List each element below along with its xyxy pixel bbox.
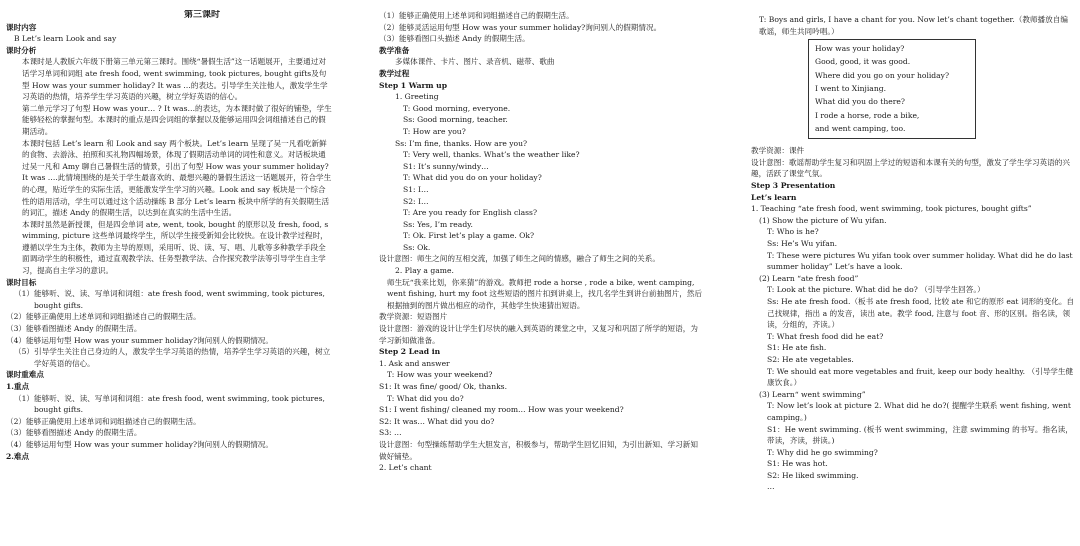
paragraph: T: Now let’s look at picture 2. What did he do?( 提醒学生联系 went fishing, went camping。) — [767, 401, 1071, 422]
paragraph: T: How are you? — [403, 126, 466, 136]
paragraph: Ss: I’m fine, thanks. How are you? — [395, 138, 528, 148]
paragraph: T: How was your weekend? — [387, 370, 493, 380]
document-column-1 — [6, 10, 332, 542]
paragraph: T: We should eat more vegetables and fruit, keep our body healthy. （引导学生健康饮食。） — [767, 366, 1074, 388]
paragraph: Ss: Good morning, teacher. — [403, 115, 508, 125]
paragraph: 课时内容 — [6, 22, 37, 32]
paragraph: 设计意图：句型操练帮助学生大胆发言，积极参与，帮助学生回忆旧知，为引出新知、学习新知做好铺垫。 — [379, 439, 698, 461]
paragraph: 教学资源：短语图片 — [379, 312, 448, 322]
paragraph: S2: It was… What did you do? — [379, 416, 495, 426]
paragraph: T: What fresh food did he eat? — [767, 331, 884, 341]
paragraph: 2. Play a game. — [395, 266, 454, 276]
paragraph: S1: It was fine/ good/ Ok, thanks. — [379, 382, 507, 391]
paragraph: 教学资源：课件 — [751, 146, 805, 156]
paragraph: S2: He ate vegetables. — [767, 354, 854, 364]
paragraph: Step 1 Warm up — [379, 80, 448, 90]
paragraph: （2）能够正确使用上述单词和词组描述自己的假期生活。 — [6, 416, 201, 426]
paragraph: S3: … — [379, 428, 402, 438]
paragraph: Ss: Ok. — [403, 242, 431, 252]
paragraph: S2: I… — [403, 196, 429, 206]
paragraph: （3）能够看图描述 Andy 的假期生活。 — [6, 428, 142, 438]
paragraph: 课时重难点 — [6, 370, 44, 380]
chant-line: Where did you go on your holiday? — [815, 70, 950, 80]
paragraph: （5）引导学生关注自己身边的人，激发学生学习英语的热情，培养学生学习英语的兴趣，树立学好英语的信心。 — [14, 347, 331, 368]
paragraph: T: Good morning, everyone. — [403, 103, 511, 113]
paragraph: Ss: He ate fresh food.（板书 ate fresh food, 比较 ate 和它的原形 eat 词形的变化。自己找规律，指出 a 的发音，读出 ate。教学 food, 注意与 foot 音、形的区别。指名读，领读，分组的，齐读。） — [767, 296, 1075, 330]
paragraph: （1）能够听、说、读、写单词和词组：ate fresh food, went swimming, took pictures, bought gifts. — [14, 393, 325, 415]
chant-line: and went camping, too. — [815, 123, 906, 133]
paragraph: 设计意图：游戏的设计让学生们尽快的融入到英语的课堂之中，又复习和巩固了所学的短语，为学习新知做准备。 — [379, 324, 698, 345]
paragraph: （3）能够看图口头描述 Andy 的假期生活。 — [379, 34, 530, 44]
paragraph: Step 2 Lead in — [379, 347, 441, 357]
paragraph: 多媒体课件、卡片、图片、录音机、磁带、歌曲 — [395, 57, 555, 67]
paragraph: (3) Learn“ went swimming” — [759, 389, 866, 399]
chant-line: Good, good, it was good. — [815, 57, 911, 67]
paragraph: T: Who is he? — [767, 227, 819, 237]
paragraph: Ss: He’s Wu yifan. — [767, 239, 838, 249]
paragraph: S1: I went fishing/ cleaned my room… How was your weekend? — [379, 405, 624, 415]
chant-line: What did you do there? — [815, 97, 905, 107]
chant-line: I went to Xinjiang. — [815, 84, 887, 94]
paragraph: 1. Teaching “ate fresh food, went swimming, took pictures, bought gifts” — [751, 204, 1032, 214]
paragraph: S2: He liked swimming. — [767, 470, 859, 480]
paragraph: （4）能够运用句型 How was your summer holiday?询问别人的假期情况。 — [6, 335, 273, 345]
paragraph: T: What did you do? — [387, 393, 464, 403]
paragraph: T: Ok. First let’s play a game. Ok? — [403, 231, 535, 241]
paragraph: 师生玩“我来比划，你来猜”的游戏。教师把 rode a horse , rode a bike, went camping, went fishing, hurt my foot 这些短语的图片扣到讲桌上，找几名学生到讲台前抽图片，然后根据抽到的图片做出相应的动作，其他学生快速猜出短语。 — [387, 277, 703, 310]
paragraph: Ss: Yes, I’m ready. — [403, 219, 473, 229]
paragraph: T: These were pictures Wu yifan took over summer holiday. What did he do last summer holiday” Let’s have a look. — [767, 250, 1073, 272]
paragraph: 1. Greeting — [395, 92, 439, 102]
paragraph: (1) Show the picture of Wu yifan. — [759, 215, 887, 225]
paragraph: T: What did you do on your holiday? — [403, 173, 542, 183]
paragraph: 本课时虽然是新授课，但是四会单词 ate, went, took, bought 的原形以及 fresh, food, swimming, picture 这些单词最终学生，所以学生接受新知会比较快。在设计教学过程时，遵循以学生为主体，教师为主导的原则，采用听、说、读、写、唱、儿歌等多种教学手段全面调动学生的积极性，通过直观教学法、任务型教学法、合作探究教学法等引导学生自主学习，提高自主学习的意识。 — [22, 219, 329, 276]
paragraph: … — [767, 482, 775, 492]
paragraph: T: Look at the picture. What did he do? （引导学生回答。） — [767, 285, 985, 295]
paragraph: T: Very well, thanks. What’s the weather like? — [403, 150, 580, 160]
paragraph: （1）能够正确使用上述单词和词组描述自己的假期生活。 — [379, 11, 574, 20]
chant-line: I rode a horse, rode a bike, — [815, 110, 920, 120]
paragraph: S1: It’s sunny/windy… — [403, 161, 489, 171]
paragraph: S1: He ate fish. — [767, 343, 827, 353]
paragraph: （2）能够正确使用上述单词和词组描述自己的假期生活。 — [6, 312, 201, 322]
paragraph: S1: He was hot. — [767, 459, 828, 469]
paragraph: 课时分析 — [6, 45, 37, 55]
paragraph: S1：He went swimming. (板书 went swimming，注意 swimming 的书写。指名读，带读，齐读，拼读。) — [767, 424, 1073, 446]
paragraph: 教学准备 — [379, 45, 410, 55]
paragraph: （2）能够灵活运用句型 How was your summer holiday?询问别人的假期情况。 — [379, 22, 662, 32]
paragraph: 教学过程 — [379, 68, 410, 78]
paragraph: 第三课时 — [183, 10, 220, 20]
paragraph: （4）能够运用句型 How was your summer holiday?询问别人的假期情况。 — [6, 439, 273, 449]
paragraph: S1: I… — [403, 184, 429, 194]
paragraph: 课时目标 — [6, 277, 37, 287]
paragraph: 本课时包括 Let’s learn 和 Look and say 两个板块。Let’s learn 呈现了吴一凡看吃新鲜的食物、去游泳、拍照和买礼物四幅场景，体现了假期活动单词的词性和意义。对话板块通过吴一凡和 Amy 聊自己暑假生活的情景，引出了句型 How was your summer holiday? It was ….此情境围绕的是关于学生最喜欢的、最想兴趣的暑假生活这一话题展开，符合学生的心理，贴近学生的实际生活，更能激发学生学习的兴趣。Look and say 板块是一个综合性的语用活动，学生可以通过这个活动操练 B 部分 Let’s learn 板块中所学的有关假期生活的词汇，描述 Andy 的假期生活，以达到在真实的生活中生活。 — [22, 138, 332, 218]
paragraph: 本课时是人教版六年级下册第三单元第三课时。围绕“暑假生活”这一话题展开，主要通过对话学习单词和词组 ate fresh food, went swimming, took pictures, bought gifts及句型 How was your summer holiday? It was …的表达。引导学生关注他人，激发学生学习英语的热情，培养学生学习英语的兴趣，树立学好英语的信心。 — [22, 57, 328, 102]
paragraph: 第二单元学习了句型 How was your… ? It was…的表达，为本课时做了很好的铺垫，学生能够轻松的掌握句型。本课时的重点是四会词组的掌握以及能够运用四会词组描述自己的假期活动。 — [22, 103, 332, 136]
chant-line: How was your holiday? — [815, 44, 905, 54]
paragraph: 2. Let’s chant — [379, 463, 432, 473]
paragraph: 1. Ask and answer — [379, 358, 450, 368]
chant-box — [808, 39, 976, 139]
paragraph: （3）能够看图描述 Andy 的假期生活。 — [6, 324, 142, 334]
document-column-3 — [751, 14, 1075, 546]
paragraph: 2.难点 — [6, 451, 30, 461]
paragraph: 1.重点 — [6, 382, 30, 391]
paragraph: (2) Learn “ate fresh food” — [759, 273, 859, 283]
paragraph: （1）能够听、说、读、写单词和词组：ate fresh food, went swimming, took pictures, bought gifts. — [14, 289, 325, 310]
paragraph: Let’s learn — [751, 192, 797, 202]
paragraph: B Let’s learn Look and say — [14, 34, 117, 44]
column-3-body — [751, 145, 1075, 493]
paragraph: T: Are you ready for English class? — [403, 208, 538, 218]
chant-intro: T: Boys and girls, I have a chant for you. Now let’s chant together.（教师播放自编歌谣，师生共同吟唱。） — [759, 15, 1068, 36]
document-column-2 — [379, 10, 703, 542]
paragraph: 设计意图：师生之间的互相交流，加强了师生之间的情感，融合了师生之间的关系。 — [379, 254, 660, 264]
paragraph: T: Why did he go swimming? — [767, 447, 878, 457]
paragraph: Step 3 Presentation — [751, 181, 836, 191]
paragraph: 设计意图：歌谣帮助学生复习和巩固上学过的短语和本课有关的句型，激发了学生学习英语的兴趣，活跃了课堂气氛。 — [751, 157, 1070, 179]
